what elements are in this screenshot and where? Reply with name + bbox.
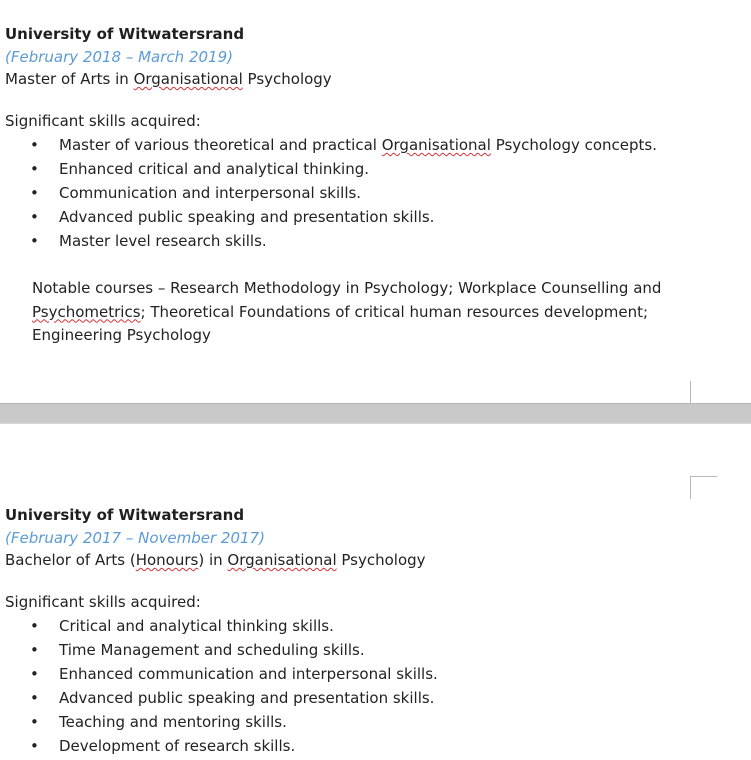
university-name: University of Witwatersrand [5,25,245,43]
date-range: (February 2017 – November 2017) [5,529,265,547]
education-entry-honours [5,504,705,758]
list-item: • Critical and analytical thinking skills. [5,614,705,638]
spellcheck-flag: Honours [135,551,199,569]
list-item: • Teaching and mentoring skills. [5,710,705,734]
education-entry-masters [5,23,705,348]
list-item: • Enhanced critical and analytical thinking. [5,157,705,181]
notable-courses: Notable courses – Research Methodology in Psychology; Workplace Counselling and Psychometrics; Theoretical Foundations of critical human resources development; Engineering Psychology [32,279,662,344]
page-corner-marker [690,476,717,499]
skills-label: Significant skills acquired: [5,593,201,611]
list-item: • Development of research skills. [5,734,705,758]
bullet-icon: • [30,713,39,731]
bullet-icon: • [30,689,39,707]
skills-list [5,614,705,758]
bullet-icon: • [30,641,39,659]
spellcheck-flag: Psychometrics [32,302,141,321]
bullet-icon: • [30,617,39,635]
bullet-icon: • [30,136,39,154]
degree-title: Bachelor of Arts (Honours) in Organisational Psychology [5,551,426,569]
skills-list [5,133,705,253]
date-range: (February 2018 – March 2019) [5,48,233,66]
skills-label: Significant skills acquired: [5,112,201,130]
list-item: • Advanced public speaking and presentation skills. [5,205,705,229]
list-item: • Communication and interpersonal skills. [5,181,705,205]
spellcheck-flag: Organisational [133,70,243,88]
bullet-icon: • [30,737,39,755]
degree-title: Master of Arts in Organisational Psychology [5,70,332,88]
list-item: • Master level research skills. [5,229,705,253]
spellcheck-flag: Organisational [227,551,337,569]
bullet-icon: • [30,208,39,226]
bullet-icon: • [30,232,39,250]
bullet-icon: • [30,160,39,178]
list-item: • Advanced public speaking and presentation skills. [5,686,705,710]
list-item: • Master of various theoretical and practical Organisational Psychology concepts. [5,133,705,157]
document-page-2 [0,424,751,760]
page-corner-marker [690,381,717,404]
university-name: University of Witwatersrand [5,506,245,524]
bullet-icon: • [30,665,39,683]
list-item: • Enhanced communication and interpersonal skills. [5,662,705,686]
spellcheck-flag: Organisational [381,136,491,154]
list-item: • Time Management and scheduling skills. [5,638,705,662]
page-separator [0,403,751,424]
bullet-icon: • [30,184,39,202]
